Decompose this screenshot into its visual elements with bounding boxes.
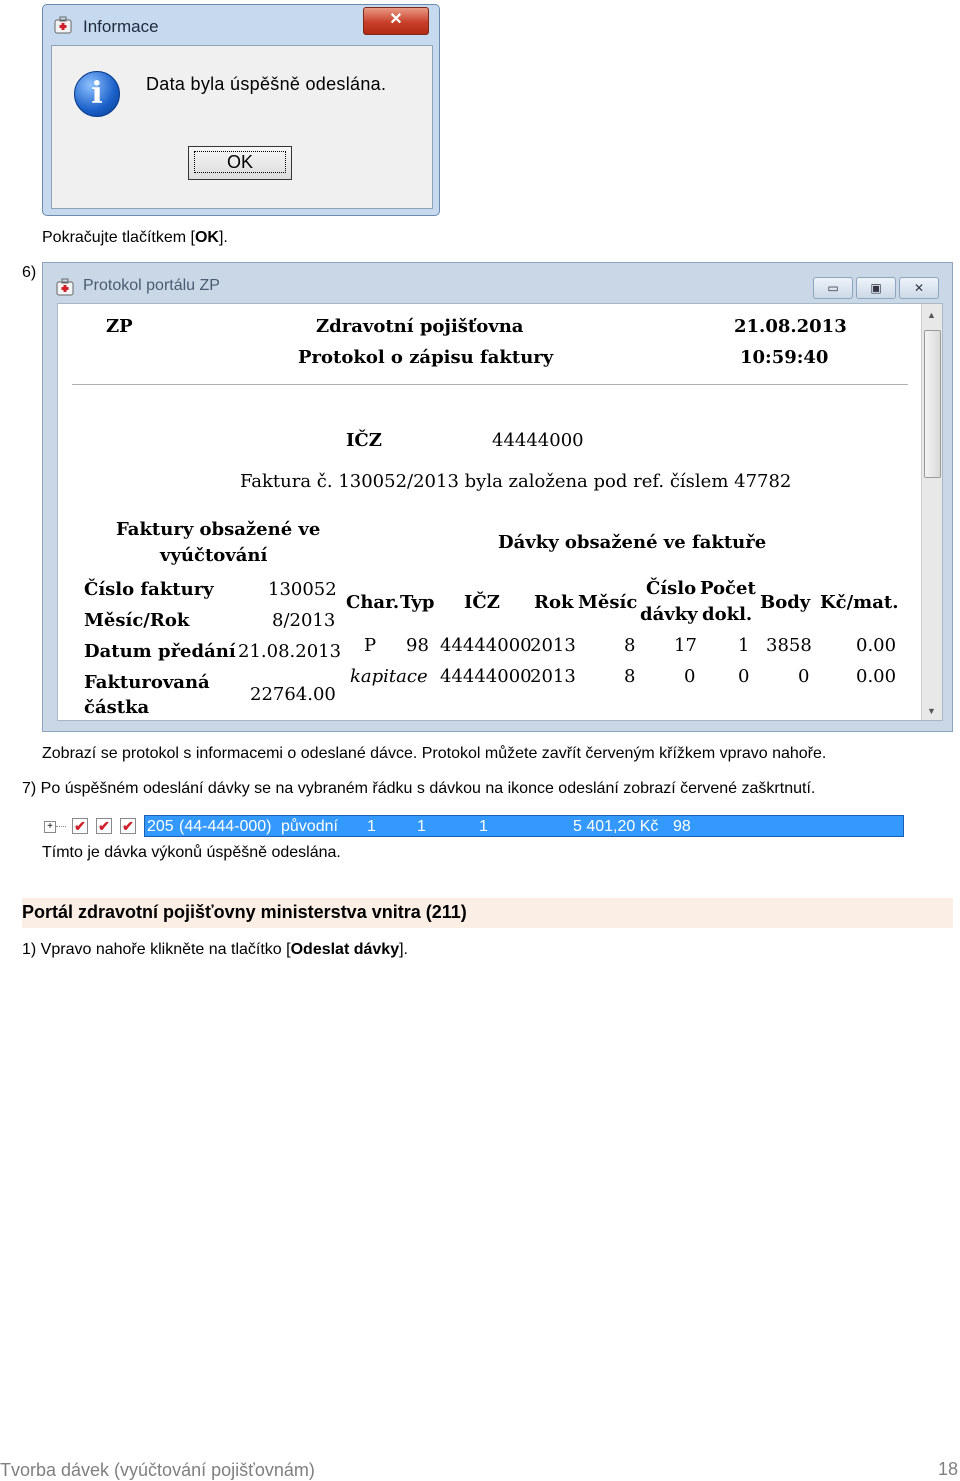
footer-title: Tvorba dávek (vyúčtování pojišťovnám) [0,1460,315,1480]
invoiced-amount-label-2: částka [84,697,150,718]
zp-label: ZP [106,316,133,337]
page-number: 18 [937,1459,958,1479]
row1-body: 3858 [766,635,812,656]
dialog-title: Informace [83,17,159,36]
section-title: Portál zdravotní pojišťovny ministerstva vnitra (211) [22,902,467,922]
check-icon[interactable]: ✔ [72,818,88,834]
app-icon [55,277,75,297]
step-1-text [22,941,408,959]
handover-date-value: 21.08.2013 [238,641,342,662]
icz-value: 44444000 [492,430,584,451]
sent-check-icon[interactable]: ✔ [120,818,136,834]
minimize-button[interactable]: ▭ [813,277,853,299]
scroll-thumb[interactable] [924,330,941,478]
batch-id: 205 [147,818,174,835]
row2-rok: 2013 [530,666,576,687]
selected-row-highlight [144,815,904,837]
dialog-close-button[interactable]: ✕ [363,7,429,35]
header-divider [72,384,908,385]
row2-char: kapitace [350,666,428,687]
batch-col-3: 1 [479,818,488,835]
protocol-time: 10:59:40 [740,347,829,368]
ok-button[interactable] [188,146,292,180]
left-heading-2: vyúčtování [160,545,268,566]
col-mesic: Měsíc [578,592,638,613]
send-batches-ref: Odeslat dávky [290,941,400,958]
col-kc: Kč/mat. [820,592,899,613]
row2-mesic: 8 [624,666,636,687]
vertical-scrollbar[interactable] [921,304,942,720]
step1-post: ]. [399,941,408,958]
batch-amount: 5 401,20 Kč [573,818,659,835]
row2-body: 0 [798,666,810,687]
window-title: Protokol portálu ZP [83,277,220,294]
col-cislo-1: Číslo [646,578,697,599]
col-icz: IČZ [464,592,500,613]
col-rok: Rok [534,592,574,613]
success-text: Tímto je dávka výkonů úspěšně odeslána. [42,844,341,861]
invoice-note: Faktura č. 130052/2013 byla založena pod ref. číslem 47782 [240,471,792,492]
check-icon[interactable]: ✔ [96,818,112,834]
dialog-message: Data byla úspěšně odeslána. [146,74,387,94]
batch-col-1: 1 [367,818,376,835]
tree-line [56,826,66,827]
row2-kc: 0.00 [856,666,897,687]
protocol-content [57,303,943,721]
month-year-label: Měsíc/Rok [84,610,190,631]
scroll-down-icon[interactable]: ▼ [927,706,936,716]
document-title: Protokol o zápisu faktury [298,347,554,368]
col-typ: Typ [400,592,435,613]
protocol-window [42,262,953,732]
row1-rok: 2013 [530,635,576,656]
section-heading [22,898,953,928]
org-name: Zdravotní pojišťovna [316,316,524,337]
window-close-button[interactable]: ✕ [899,277,939,299]
col-pocet-1: Počet [700,578,756,599]
batch-code: (44-444-000) [179,818,272,835]
row1-typ: 98 [406,635,429,656]
app-icon [53,15,73,35]
icz-label: IČZ [346,430,382,451]
col-body: Body [760,592,811,613]
row1-icz: 44444000 [440,635,532,656]
handover-date-label: Datum předání [84,641,236,662]
batch-col-2: 1 [417,818,426,835]
col-char: Char. [346,592,400,613]
month-year-value: 8/2013 [272,610,336,631]
scroll-up-icon[interactable]: ▲ [927,310,936,320]
invoiced-amount-label-1: Fakturovaná [84,672,210,693]
row2-cislo: 0 [684,666,696,687]
invoiced-amount-value: 22764.00 [250,684,336,705]
col-pocet-2: dokl. [702,604,753,625]
step-6-label: 6) [22,264,37,281]
row1-mesic: 8 [624,635,636,656]
row1-kc: 0.00 [856,635,897,656]
batch-kind: původní [281,818,338,835]
batch-col-4: 98 [673,818,691,835]
maximize-button[interactable]: ▣ [856,277,896,299]
continue-pre: Pokračujte tlačítkem [ [42,229,195,246]
left-heading-1: Faktury obsažené ve [116,519,321,540]
protocol-date: 21.08.2013 [734,316,847,337]
step1-pre: 1) Vpravo nahoře klikněte na tlačítko [ [22,941,291,958]
row2-pocet: 0 [738,666,750,687]
right-heading: Dávky obsažené ve faktuře [498,532,767,553]
row1-cislo: 17 [674,635,697,656]
dialog-body [51,45,433,209]
step-7-text: 7) Po úspěšném odeslání dávky se na vybraném řádku s dávkou na ikonce odeslání zobrazí červené zaškrtnutí. [22,780,816,797]
invoice-number-label: Číslo faktury [84,579,214,600]
continue-ok-ref: OK [194,229,219,246]
col-cislo-2: dávky [640,604,698,625]
continue-instruction [42,229,228,247]
row1-pocet: 1 [738,635,750,656]
continue-post: ]. [218,229,228,246]
invoice-number-value: 130052 [268,579,337,600]
batch-row[interactable] [42,815,904,837]
info-dialog [42,4,440,216]
row2-icz: 44444000 [440,666,532,687]
row1-char: P [364,635,377,656]
expand-icon[interactable]: + [44,821,56,833]
protocol-info-text: Zobrazí se protokol s informacemi o odeslané dávce. Protokol můžete zavřít červeným křížkem vpravo nahoře. [42,745,827,762]
ok-label: OK [194,151,286,173]
info-icon: i [74,71,120,117]
